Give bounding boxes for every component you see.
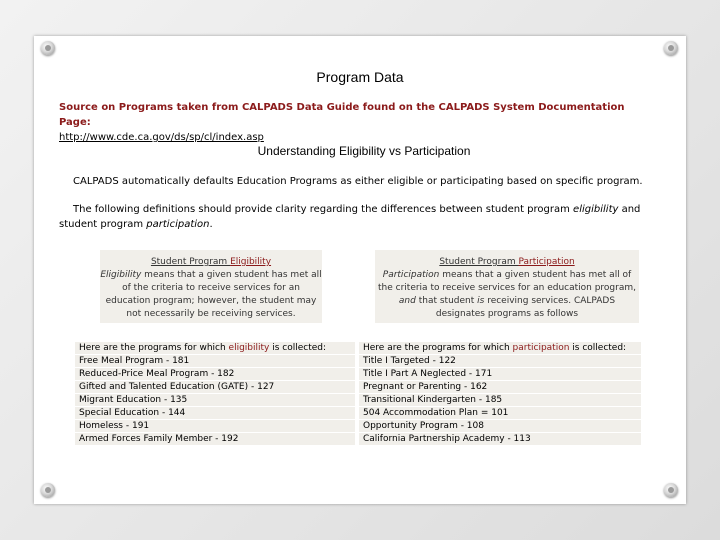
table-row: Title I Part A Neglected - 171 <box>359 368 642 381</box>
eligibility-definition-box <box>100 250 322 323</box>
table-row: Special Education - 144 <box>75 407 356 420</box>
table-row: Title I Targeted - 122 <box>359 355 642 368</box>
participation-programs-table <box>358 341 642 446</box>
pin-icon-bottom-left <box>41 483 55 497</box>
source-note <box>59 100 659 145</box>
table-row: Transitional Kindergarten - 185 <box>359 394 642 407</box>
eligibility-programs-table <box>74 341 356 446</box>
definitions-paragraph: The following definitions should provide clarity regarding the differences between student program eligibility and student program participation. <box>59 204 641 230</box>
table-row: Pregnant or Parenting - 162 <box>359 381 642 394</box>
table-row: Free Meal Program - 181 <box>75 355 356 368</box>
table-header-row: Here are the programs for which eligibility is collected: <box>75 342 356 355</box>
table-row: Armed Forces Family Member - 192 <box>75 433 356 446</box>
participation-definition-heading: Student Program Participation <box>439 257 575 267</box>
table-row: Gifted and Talented Education (GATE) - 127 <box>75 381 356 394</box>
page-title: Program Data <box>316 69 404 85</box>
table-row: Opportunity Program - 108 <box>359 420 642 433</box>
eligibility-definition-text: Eligibility means that a given student has met all of the criteria to receive services for an education program; however, the student may not necessarily be receiving services. <box>100 270 322 319</box>
table-row: Migrant Education - 135 <box>75 394 356 407</box>
pin-icon-top-left <box>41 41 55 55</box>
table-row: Reduced-Price Meal Program - 182 <box>75 368 356 381</box>
source-link[interactable]: http://www.cde.ca.gov/ds/sp/cl/index.asp <box>59 132 264 143</box>
section-heading: Understanding Eligibility vs Participation <box>257 144 471 158</box>
pin-icon-bottom-right <box>664 483 678 497</box>
participation-definition-box <box>375 250 639 323</box>
table-header-row: Here are the programs for which participation is collected: <box>359 342 642 355</box>
table-row: Homeless - 191 <box>75 420 356 433</box>
eligibility-definition-heading: Student Program Eligibility <box>150 257 272 267</box>
table-row: California Partnership Academy - 113 <box>359 433 642 446</box>
source-label: Source on Programs taken from CALPADS Data Guide found on the CALPADS System Documentation Page: <box>59 102 625 128</box>
intro-paragraph: CALPADS automatically defaults Education Programs as either eligible or participating based on specific program. <box>73 176 643 187</box>
pin-icon-top-right <box>664 41 678 55</box>
table-row: 504 Accommodation Plan = 101 <box>359 407 642 420</box>
participation-definition-text: Participation means that a given student has met all of the criteria to receive services for an education program, and that student is receiving services. CALPADS designates programs as follows <box>378 270 636 319</box>
